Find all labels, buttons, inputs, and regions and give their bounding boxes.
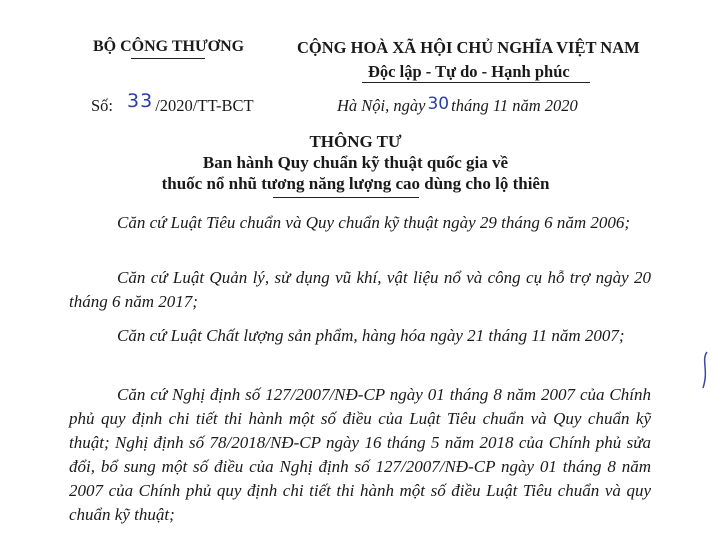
document-type: THÔNG TƯ bbox=[309, 132, 402, 151]
place-date-suffix: tháng 11 năm 2020 bbox=[451, 96, 578, 115]
document-title-line-2: thuốc nổ nhũ tương năng lượng cao dùng cho lộ thiên bbox=[161, 174, 550, 193]
paragraph-text: Căn cứ Luật Quản lý, sử dụng vũ khí, vật liệu nổ và công cụ hỗ trợ ngày 20 tháng 6 năm 2017; bbox=[69, 268, 651, 311]
paragraph-text: Căn cứ Luật Chất lượng sản phẩm, hàng hóa ngày 21 tháng 11 năm 2007; bbox=[117, 326, 625, 345]
national-title: CỘNG HOÀ XÃ HỘI CHỦ NGHĨA VIỆT NAM bbox=[297, 38, 640, 57]
paragraph-text: Căn cứ Nghị định số 127/2007/NĐ-CP ngày 01 tháng 8 năm 2007 của Chính phủ quy định chi tiết thi hành một số điều của Luật Tiêu chuẩn và Quy chuẩn kỹ thuật; Nghị định số 78/2018/NĐ-CP ngày 16 tháng 5 năm 2018 của Chính phủ sửa đổi, bổ sung một số điều của Nghị định số 127/2007/NĐ-CP ngày 01 tháng 8 năm 2007 của Chính phủ quy định chi tiết thi hành một số điều Luật Tiêu chuẩn và quy chuẩn kỹ thuật; bbox=[69, 385, 651, 524]
national-motto: Độc lập - Tự do - Hạnh phúc bbox=[368, 62, 570, 81]
handwritten-day: 30 bbox=[427, 94, 450, 114]
title-underline bbox=[273, 197, 419, 198]
issuing-agency: BỘ CÔNG THƯƠNG bbox=[93, 38, 245, 55]
paragraph-text: Căn cứ Luật Tiêu chuẩn và Quy chuẩn kỹ thuật ngày 29 tháng 6 năm 2006; bbox=[117, 213, 631, 232]
handwritten-number: 33 bbox=[127, 90, 154, 112]
document-title-line-1: Ban hành Quy chuẩn kỹ thuật quốc gia về bbox=[202, 153, 509, 172]
legal-basis-paragraph bbox=[69, 211, 651, 235]
place-date-prefix: Hà Nội, ngày bbox=[337, 96, 426, 115]
motto-underline bbox=[362, 82, 590, 83]
document-number-prefix: Số: bbox=[91, 96, 114, 115]
place-and-date bbox=[337, 96, 578, 116]
legal-basis-paragraph bbox=[69, 383, 651, 527]
page-edge-mark bbox=[697, 350, 711, 390]
document-number bbox=[91, 90, 254, 116]
document-number-suffix: /2020/TT-BCT bbox=[155, 96, 254, 115]
legal-basis-paragraph bbox=[69, 266, 651, 314]
legal-basis-paragraph bbox=[69, 324, 651, 348]
agency-underline bbox=[131, 58, 205, 59]
